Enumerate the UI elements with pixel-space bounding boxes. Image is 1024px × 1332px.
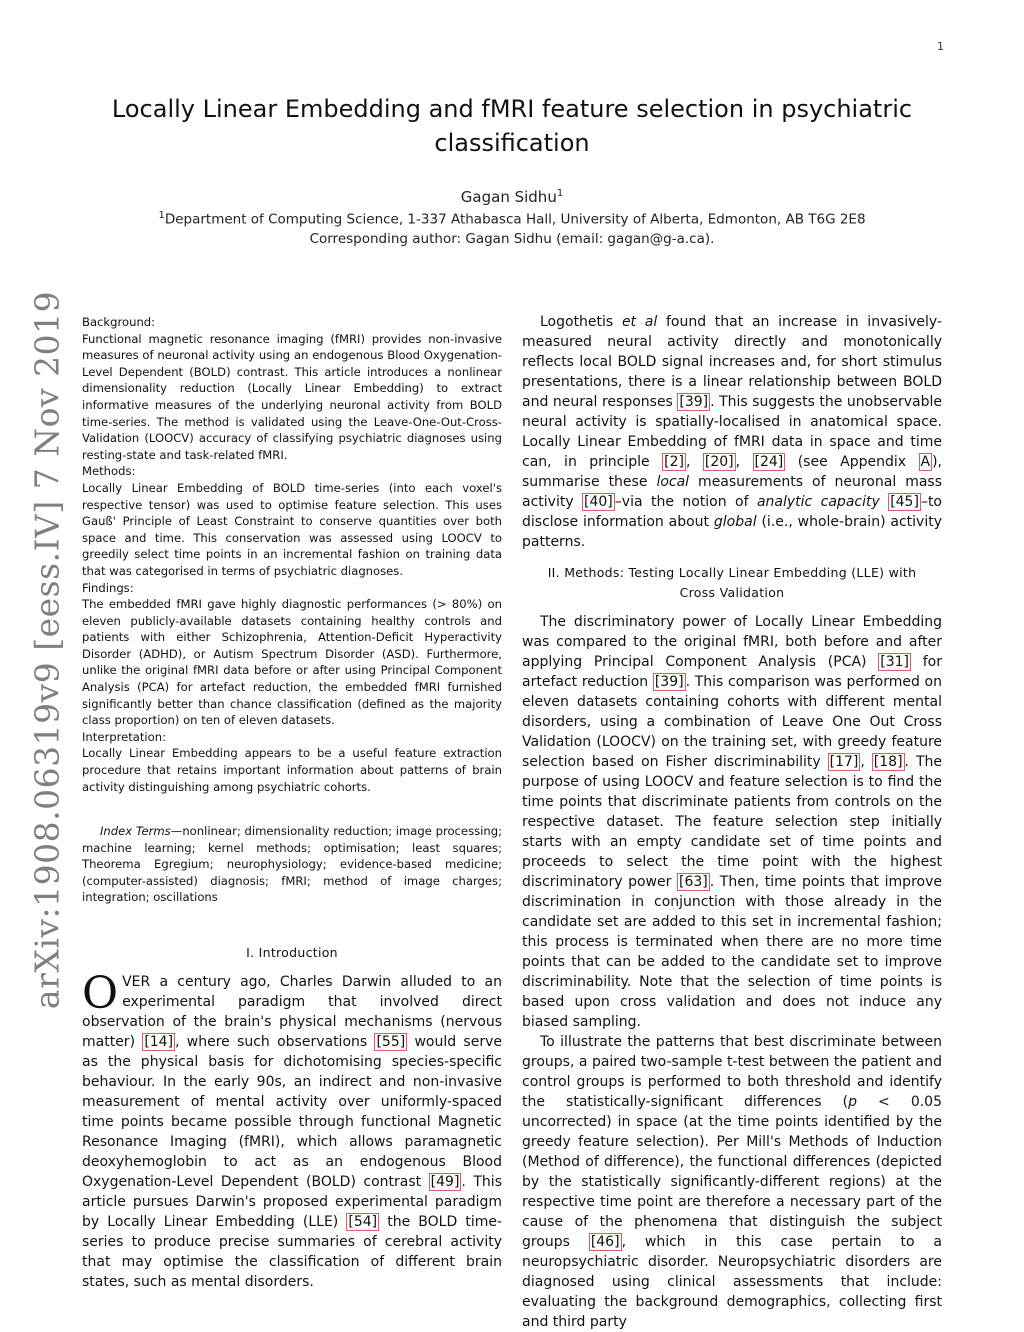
text-run: , xyxy=(735,454,753,470)
citation-link[interactable]: [40] xyxy=(584,494,613,510)
emphasis: analytic capacity xyxy=(756,494,880,510)
text-run: . Then, time points that improve discrimination in conjunction with those already in the candidate set are added to this set in incremental fashion; this process is terminated when there are no more time points that can be added to the candidate set to improve discriminability. Note that the selection of time points is based upon cross validation and does not induce any biased sampling. xyxy=(522,874,942,1030)
paper-title: Locally Linear Embedding and fMRI feature selection in psychiatric classification xyxy=(111,95,913,157)
text-run: found that an increase in invasively-measured neural activity directly and monotonically reflects local BOLD signal increases and, for short stimulus presentations, there is a linear relationship between BOLD and neural responses xyxy=(522,314,942,410)
text-run: . This comparison was performed on eleven datasets containing cohorts with different mental disorders, using a combination of Leave One Out Cross Validation (LOOCV) on the training set, with greedy feature selection based on Fisher discriminability xyxy=(522,674,942,770)
text-run: Logothetis xyxy=(540,314,622,330)
intro-text xyxy=(82,968,503,1292)
text-run xyxy=(880,494,888,510)
index-terms-label: Index Terms xyxy=(100,824,171,838)
abstract-findings: The embedded fMRI gave highly diagnostic performances (> 80%) on eleven publicly-available datasets containing healthy controls and patients with either Schizophrenia, Attention-Deficit Hyperactivity Disorder (ADHD), or Autism Spectrum Disorder (ASD). Furthermore, unlike the original fMRI data before or after using Principal Component Analysis (PCA) for artefact reduction, the embedded fMRI furnished significantly better than chance classification (defined as the majority class proportion) on ten of eleven datasets. xyxy=(82,597,502,728)
author-sup: 1 xyxy=(556,188,564,199)
text-run: –via the notion of xyxy=(614,494,757,510)
affiliation xyxy=(0,210,1024,228)
right-top-paragraph xyxy=(522,312,942,552)
text-run: . The purpose of using LOOCV and feature selection is to find the time points that discriminate patients from controls on the respective dataset. The feature selection step initially starts with an empty candidate set of time points and proceeds to select the time point with the highest discriminatory power xyxy=(522,754,942,890)
methods-heading xyxy=(522,563,942,603)
citation-link[interactable]: [46] xyxy=(590,1234,620,1250)
p-symbol: p xyxy=(848,1094,857,1110)
author-line xyxy=(0,188,1024,206)
abstract xyxy=(82,314,502,795)
text-run: , which in this case pertain to a neuropsychiatric disorder. Neuropsychiatric disorders are diagnosed using clinical assessments that include: evaluating the background demographics, collecting first and third party xyxy=(522,1234,942,1330)
et-al: et al xyxy=(621,314,658,330)
citation-link[interactable]: [55] xyxy=(376,1034,406,1050)
citation-link[interactable]: [45] xyxy=(890,494,919,510)
text-run: , xyxy=(685,454,703,470)
text-run: (i.e., whole-brain) activity patterns. xyxy=(522,514,942,550)
citation-link[interactable]: [39] xyxy=(679,394,709,410)
abstract-methods-label: Methods: xyxy=(82,464,136,479)
text-run: The discriminatory power of Locally Linear Embedding was compared to the original fMRI, both before and after applying Principal Component Analysis (PCA) xyxy=(522,614,942,670)
citation-link[interactable]: [31] xyxy=(880,654,909,670)
citation-link[interactable]: [17] xyxy=(829,754,859,770)
appendix-link[interactable]: A xyxy=(920,454,931,470)
citation-link[interactable]: [54] xyxy=(348,1214,378,1230)
text-run: < 0.05 uncorrected) in space (at the time points identified by the greedy feature selection). Per Mill's Methods of Induction (Method of difference), the functional differences (depicted by the statistically significantly-different regions) at the respective time point are therefore a necessary part of the cause of the phenomena that distinguish the subject groups xyxy=(522,1094,942,1250)
methods-heading-line1: II. Methods: Testing Locally Linear Embedding (LLE) with xyxy=(547,565,917,580)
emphasis: global xyxy=(713,514,757,530)
abstract-methods: Locally Linear Embedding of BOLD time-series (into each voxel's respective tensor) was used to optimise feature selection. This uses Gauß' Principle of Least Constraint to conserve quantities over both space and time. This conservation was assessed using LOOCV to greedily select time points in an incremental fashion on training data that was categorised in terms of psychiatric diagnoses. xyxy=(82,480,502,578)
emphasis: local xyxy=(656,474,690,490)
citation-link[interactable]: [18] xyxy=(873,754,903,770)
methods-text xyxy=(522,612,942,1332)
text-run: . This suggests the unobservable neural activity is spatially-localised in anatomical space. Locally Linear Embedding of fMRI data in space and time can, in principle xyxy=(522,394,942,470)
abstract-interpretation-label: Interpretation: xyxy=(82,729,166,744)
corresponding-author: Corresponding author: Gagan Sidhu (email: gagan@g-a.ca). xyxy=(309,231,715,247)
citation-link[interactable]: [14] xyxy=(144,1034,174,1050)
intro-text-run: the BOLD time-series to produce precise summaries of cerebral activity that may optimise the classification of different brain states, such as mental disorders. xyxy=(82,1214,503,1290)
citation-link[interactable]: [2] xyxy=(664,454,684,470)
text-run: ), summarise these xyxy=(522,454,942,490)
dropcap: O xyxy=(82,968,119,1019)
text-run: –to disclose information about xyxy=(522,494,942,530)
abstract-background-label: Background: xyxy=(82,315,156,329)
abstract-background: Functional magnetic resonance imaging (fMRI) provides non-invasive measures of neuronal activity using an endogenous Blood Oxygenation-Level Dependent (BOLD) contrast. This article introduces a nonlinear dimensionality reduction (Locally Linear Embedding) to extract informative measures of the underlying neuronal activity from BOLD time-series. The method is validated using the Leave-One-Out-Cross-Validation (LOOCV) accuracy of classifying psychiatric diagnoses using resting-state and task-related fMRI. xyxy=(82,331,502,462)
citation-link[interactable]: [49] xyxy=(430,1174,460,1190)
text-run: To illustrate the patterns that best discriminate between groups, a paired two-sample t-test between the patient and control groups is performed to both threshold and identify the statistically-significant differences ( xyxy=(522,1034,942,1110)
index-terms-text: —nonlinear; dimensionality reduction; image processing; machine learning; kernel methods; optimisation; least squares; Theorema Egregium; neurophysiology; evidence-based medicine; (computer-assisted) diagnosis; fMRI; method of image charges; integration; oscillations xyxy=(82,824,502,905)
intro-heading: I. Introduction xyxy=(246,945,338,960)
citation-link[interactable]: [20] xyxy=(704,454,734,470)
intro-text-run: would serve as the physical basis for dichotomising species-specific behaviour. In the early 90s, an indirect and non-invasive measurement of mental activity over uniformly-spaced time points became possible through functional Magnetic Resonance Imaging (fMRI), which allows paramagnetic deoxyhemoglobin to act as an endogenous Blood Oxygenation-Level Dependent (BOLD) contrast xyxy=(82,1034,502,1190)
citation-link[interactable]: [24] xyxy=(754,454,784,470)
text-run: (see Appendix xyxy=(785,454,919,470)
citation-link[interactable]: [63] xyxy=(678,874,708,890)
index-terms xyxy=(82,823,502,906)
intro-text-run: VER a century ago, Charles Darwin alluded to an experimental paradigm that involved direct observation of the brain's physical mechanisms (nervous matter) xyxy=(82,974,502,1050)
text-run: for artefact reduction xyxy=(522,654,942,690)
intro-text-run: , where such observations xyxy=(175,1034,375,1050)
page-number: 1 xyxy=(937,40,944,53)
affiliation-sup: 1 xyxy=(158,210,165,221)
intro-text-run: . This article pursues Darwin's proposed experimental paradigm by Locally Linear Embedding (LLE) xyxy=(82,1174,502,1230)
text-run: , xyxy=(860,754,872,770)
methods-heading-line2: Cross Validation xyxy=(679,585,785,600)
affiliation-text: Department of Computing Science, 1-337 Athabasca Hall, University of Alberta, Edmonton, AB T6G 2E8 xyxy=(164,211,866,228)
arxiv-identifier[interactable]: arXiv:1908.06319v9 [eess.IV] 7 Nov 2019 xyxy=(27,290,67,1010)
author-name: Gagan Sidhu xyxy=(460,188,557,206)
citation-link[interactable]: [39] xyxy=(654,674,684,690)
abstract-findings-label: Findings: xyxy=(82,580,134,595)
text-run: measurements of neuronal mass activity xyxy=(522,474,942,510)
abstract-interpretation: Locally Linear Embedding appears to be a useful feature extraction procedure that retains important information about patterns of brain activity distinguishing among psychiatric cohorts. xyxy=(82,746,502,794)
